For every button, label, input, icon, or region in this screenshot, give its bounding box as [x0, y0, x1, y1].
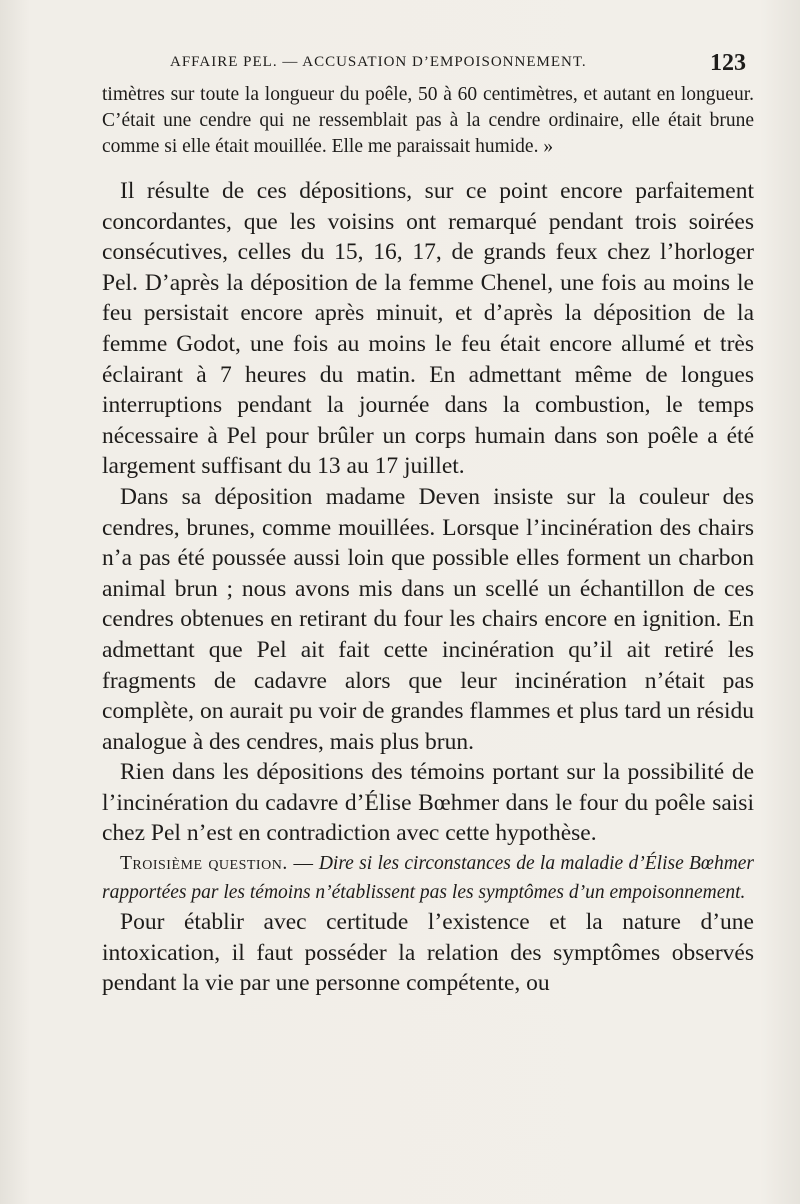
question-label: Troisième question. — [120, 853, 314, 875]
paragraph-continuation: timètres sur toute la longueur du poêle, 50 à 60 centimètres, et autant en longueur. C’était une cendre qui ne ressemblait pas à la cendre ordinaire, elle était brune comme si elle était mouillée. Elle me paraissait humide. » [102, 84, 754, 157]
question-text: Dire si les circonstances de la maladie d’Élise Bœhmer rapportées par les témoins n’établissent pas les symptômes d’un empoisonnement. [102, 853, 755, 904]
paragraph-conclusion: Rien dans les dépositions des témoins portant sur la possibilité de l’incinération du cadavre d’Élise Bœhmer dans le four du poêle saisi chez Pel n’est en contradiction avec cette hypothèse. [102, 759, 754, 847]
paragraph-intoxication: Pour établir avec certitude l’existence et la nature d’une intoxication, il faut posséder la relation des symptômes observés pendant la vie par une personne compétente, ou [102, 909, 754, 997]
paragraph-depositions: Il résulte de ces dépositions, sur ce point encore parfaitement concordantes, que les voisins ont remarqué pendant trois soirées consécutives, celles du 15, 16, 17, de grands feux chez l’horloger Pel. D’après la déposition de la femme Chenel, une fois au moins le feu persistait encore après minuit, et d’après la déposition de la femme Godot, une fois au moins le feu était encore allumé et très éclairant à 7 heures du matin. En admettant même de longues interruptions pendant la journée dans la combustion, le temps nécessaire à Pel pour brûler un corps humain dans son poêle a été largement suffisant du 13 au 17 juillet. [102, 178, 754, 480]
running-title: AFFAIRE PEL. — ACCUSATION D’EMPOISONNEMENT. [170, 54, 587, 70]
page-header [108, 50, 746, 80]
paragraph-deven: Dans sa déposition madame Deven insiste sur la couleur des cendres, brunes, comme mouillées. Lorsque l’incinération des chairs n’a pas été poussée aussi loin que possible elles forment un charbon animal brun ; nous avons mis dans un scellé un échantillon de ces cendres obtenues en retirant du four les chairs encore en ignition. En admettant que Pel ait fait cette incinération qu’il ait retiré les fragments de cadavre alors que leur incinération n’était pas complète, on aurait pu voir de grandes flammes et plus tard un résidu analogue à des cendres, mais plus brun. [102, 483, 754, 755]
page-number: 123 [710, 50, 746, 76]
third-question [102, 849, 754, 907]
body-text [102, 82, 754, 999]
